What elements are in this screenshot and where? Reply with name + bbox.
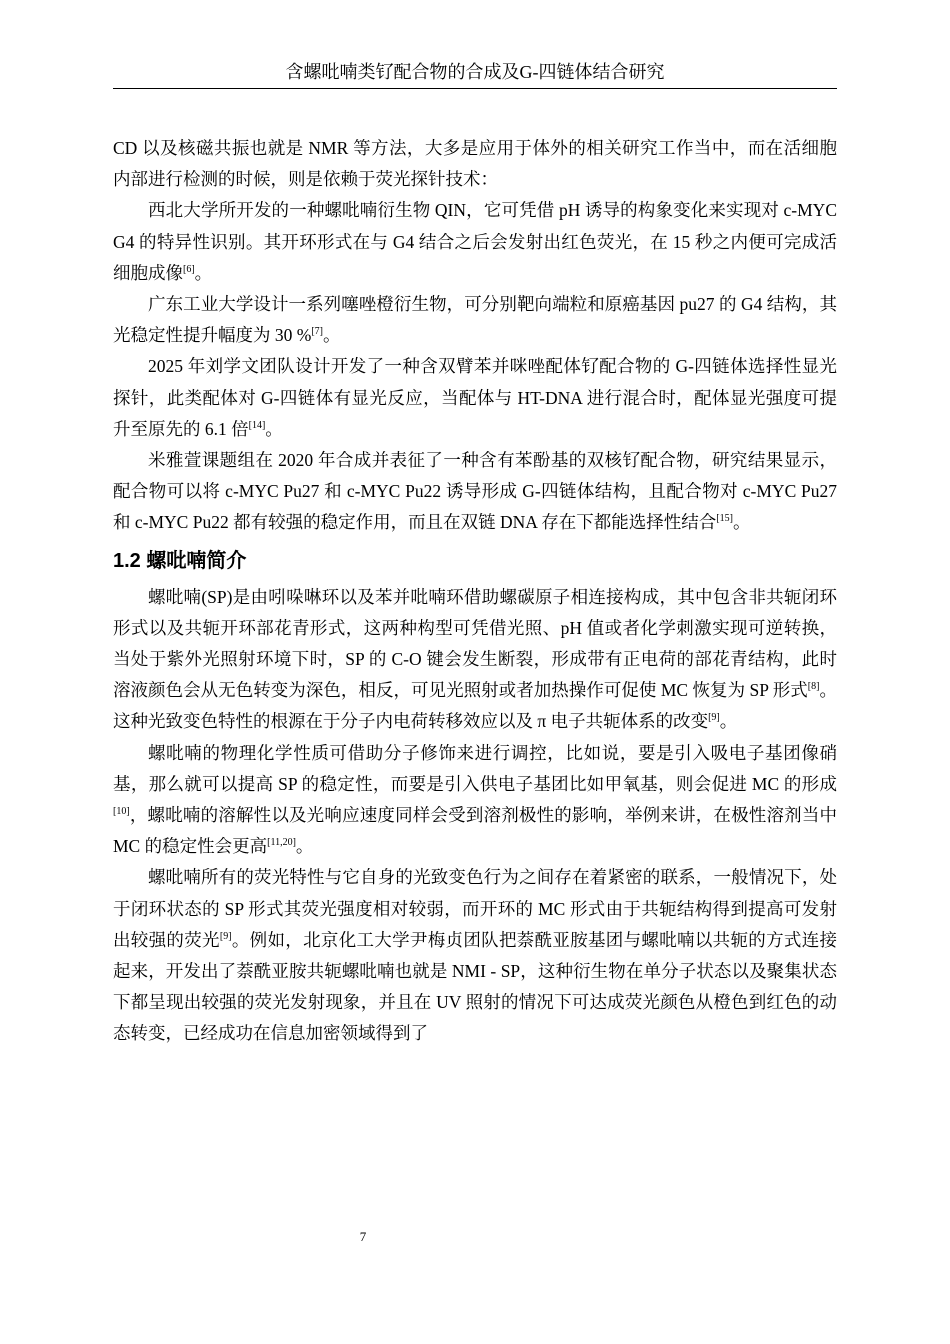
paragraph-thiazole-orange: 广东工业大学设计一系列噻唑橙衍生物，可分别靶向端粒和原癌基因 pu27 的 G4 结构，其光稳定性提升幅度为 30 %[7]。 [113, 294, 837, 346]
citation-ref: [7] [311, 326, 323, 338]
citation-ref: [11,20] [267, 837, 296, 849]
citation-ref: [9] [219, 930, 232, 942]
document-body [113, 133, 837, 1050]
citation-ref: [6] [183, 263, 195, 275]
citation-ref: [9] [708, 712, 720, 724]
paragraph-dinuclear-complex: 米雅萱课题组在 2020 年合成并表征了一种含有苯酚基的双核钌配合物，研究结果显示，配合物可以将 c-MYC Pu27 和 c-MYC Pu22 诱导形成 G-四链体结构，且配合物对 c-MYC Pu27 和 c-MYC Pu22 都有较强的稳定作用，而且在双链 DNA 存在下都能选择性结合[15]。 [113, 450, 837, 533]
citation-ref: [14] [248, 419, 266, 431]
citation-ref: [10] [113, 806, 130, 818]
paragraph-continued: CD 以及核磁共振也就是 NMR 等方法，大多是应用于体外的相关研究工作当中，而在活细胞内部进行检测的时候，则是依赖于荧光探针技术： [113, 138, 837, 190]
page-number: 7 [359, 1229, 367, 1244]
paragraph-spiropyran-intro: 螺吡喃(SP)是由吲哚啉环以及苯并吡喃环借助螺碳原子相连接构成，其中包含非共轭闭环形式以及共轭开环部花青形式，这两种构型可凭借光照、pH 值或者化学刺激实现可逆转换，当处于紫外光照射环境下时，SP 的 C-O 键会发生断裂，形成带有正电荷的部花青结构，此时溶液颜色会从无色转变为深色，相反，可见光照射或者加热操作可促使 MC 恢复为 SP 形式[8]。这种光致变色特性的根源在于分子内电荷转移效应以及 π 电子共轭体系的改变[9]。 [113, 586, 837, 732]
paragraph-spiropyran-properties: 螺吡喃的物理化学性质可借助分子修饰来进行调控，比如说，要是引入吸电子基团像硝基，那么就可以提高 SP 的稳定性，而要是引入供电子基团比如甲氧基，则会促进 MC 的形成[10]，螺吡喃的溶解性以及光响应速度同样会受到溶剂极性的影响，举例来讲，在极性溶剂当中 MC 的稳定性会更高[11,20]。 [113, 742, 837, 857]
running-header [113, 58, 837, 89]
running-header-title: 含螺吡喃类钌配合物的合成及G-四链体结合研究 [285, 62, 665, 82]
paragraph-qin-probe: 西北大学所开发的一种螺吡喃衍生物 QIN，它可凭借 pH 诱导的构象变化来实现对 c-MYC G4 的特异性识别。其开环形式在与 G4 结合之后会发射出红色荧光，在 15 秒之内便可完成活细胞成像[6]。 [113, 200, 837, 283]
paragraph-ruthenium-probe: 2025 年刘学文团队设计开发了一种含双臂苯并咪唑配体钌配合物的 G-四链体选择性显光探针，此类配体对 G-四链体有显光反应，当配体与 HT-DNA 进行混合时，配体显光强度可提升至原先的 6.1 倍[14]。 [113, 356, 837, 439]
paragraph-spiropyran-fluorescence: 螺吡喃所有的荧光特性与它自身的光致变色行为之间存在着紧密的联系，一般情况下，处于闭环状态的 SP 形式其荧光强度相对较弱，而开环的 MC 形式由于共轭结构得到提高可发射出较强的荧光[9]。例如，北京化工大学尹梅贞团队把萘酰亚胺基团与螺吡喃以共轭的方式连接起来，开发出了萘酰亚胺共轭螺吡喃也就是 NMI - SP，这种衍生物在单分子状态以及聚集状态下都呈现出较强的荧光发射现象，并且在 UV 照射的情况下可达成荧光颜色从橙色到红色的动态转变，已经成功在信息加密领域得到了 [113, 867, 838, 1044]
citation-ref: [8] [807, 681, 820, 693]
citation-ref: [15] [716, 513, 733, 525]
section-heading: 1.2 螺吡喃简介 [113, 549, 247, 572]
